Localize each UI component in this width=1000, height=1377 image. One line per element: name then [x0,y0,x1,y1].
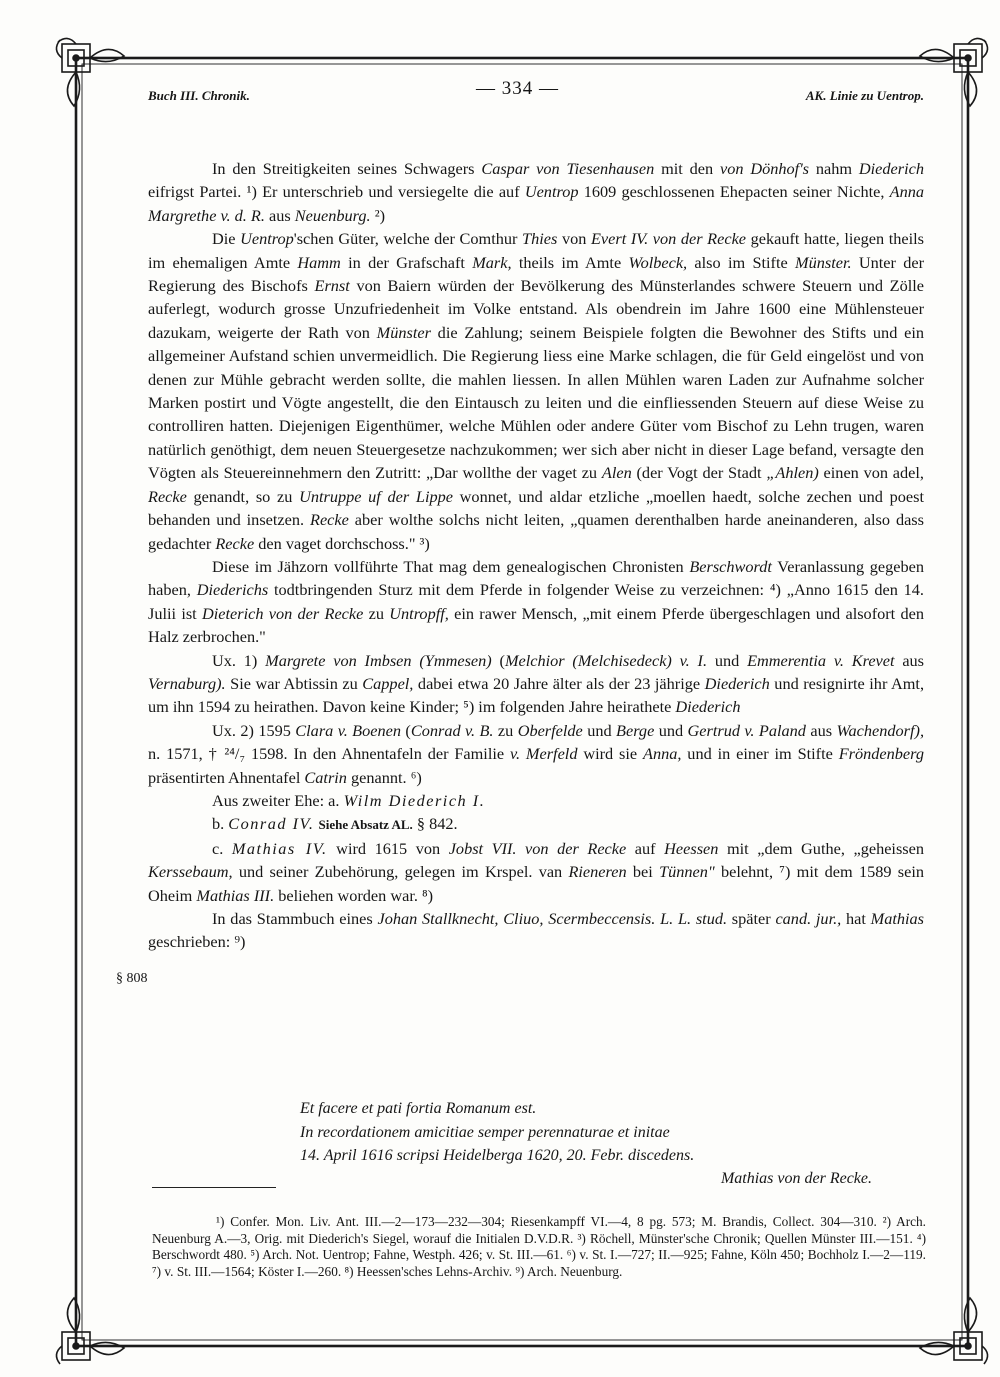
text-run: einen von adel, [818,463,924,483]
text-run: und resignirte ihr Amt, um ihn 1594 zu heirathen. Davon keine Kinder; ⁵) im folgenden Jahre heirathete [148,673,925,717]
text-run: ( [401,720,411,740]
name-run: Uentrop [524,182,579,202]
name-run: Conrad v. B. [410,720,494,740]
name-run: Mathias [870,909,925,928]
name-run: Diederich [858,159,924,178]
name-run: Emmerentia v. Krevet [747,650,895,670]
text-run: also im Stifte [687,252,796,272]
corner-ornament-bottom-left [56,1298,124,1364]
name-run: Münster [376,322,431,342]
text-run: von Baiern würden der Bevölkerung des Münsterlandes schwere Steuern und Zölle auferlegt, wodurch grosse Unzufriedenheit im Volke entstand. Als obendrein im Jahre 1600 eine Mühlensteuer dazukam, weigerte der Rath von [148,276,925,342]
name-run: Evert IV. von der Recke [590,229,747,249]
name-run: Wolbeck, [628,252,688,272]
paragraph-7 [148,812,924,836]
header-left: Buch III. Chronik. [148,88,250,103]
text-run: aus [264,205,295,225]
text-run: 1609 geschlossenen Ehepacten seiner Nichte, [578,182,890,202]
name-run: Alen [601,463,632,483]
text-run: In das Stammbuch eines [212,909,378,928]
name-run: Anna, [643,744,682,764]
name-run: Hamm [297,252,341,272]
text-run: belehnt, ⁷) mit dem 1589 sein Oheim [148,862,924,905]
paragraph-5 [148,719,924,789]
name-run: Untruppe uf der Lippe [299,486,453,506]
paragraph-2 [148,227,924,555]
corner-ornament-top-left [56,38,124,106]
text-run: aber wolthe solchs nicht leiten, „quamen derenthalben harde aneinanderen, also dass gedachter [148,510,924,553]
text-run: Veranlassung gegeben haben, [148,556,924,600]
paragraph-1 [148,157,924,227]
footnote-text: ¹) Confer. Mon. Liv. Ant. III.—2—173—232—304; Riesenkampff VI.—4, 8 pg. 573; M. Brandis, Collect. 304—310. ²) Arch. Neuenburg A.—3, Orig. mit Diederich's Siegel, worauf die Initialen D.V.D.R. ³) Röchell, Münster'sche Chronik; Quellen Münster III.—151. ⁴) Berschwordt 480. ⁵) Arch. Not. Uentrop; Fahne, Westph. 426; v. St. III.—61. ⁶) v. St. I.—727; II.—925; Fahne, Köln 450; Bochholz I.—2—119. ⁷) v. St. III.—1564; Köster I.—260. ⁸) Heessen'sches Lehns-Archiv. ⁹) Arch. Neuenburg. [152,1214,926,1279]
text-run: beliehen worden war. ⁸) [274,885,434,905]
text-run: nahm [809,159,859,178]
text-run: ein rawer Mensch, „mit einem Pferde übergeschlagen und alsofort den Halz zerbrochen." [148,603,924,647]
text-run: und [654,720,688,740]
name-run: Mathias IV. [231,838,328,858]
name-run: Neuenburg. [294,205,371,225]
text-run: geschrieben: ⁹) [148,932,246,952]
text-run: gekauft hatte, liegen theils im ehemaligen Amte [148,229,925,272]
text-run: theils im Amte [511,252,629,272]
page-number: — 334 — [476,78,559,99]
text-run: Diese im Jähzorn vollführte That mag dem genealogischen Chronisten [212,556,690,576]
text-run: später [727,909,776,928]
paragraph-4 [148,649,924,719]
paragraph-9 [148,907,924,954]
quote-line: 14. April 1616 scripsi Heidelberga 1620, 20. Febr. discedens. [300,1147,695,1164]
cross-reference: Siehe Absatz AL. [318,817,413,833]
name-run: Oberfelde [517,720,583,740]
text-run: ( [491,650,505,670]
main-text [148,157,924,954]
name-run: Vernaburg). [148,673,226,693]
text-run: Ux. 1) [212,650,266,670]
latin-quotation [300,1097,694,1168]
name-run: Münster. [795,252,852,272]
name-run: Recke [148,486,187,506]
paragraph-6 [148,789,924,812]
name-run: Uentrop [240,229,294,249]
text-run: präsentirten Ahnentafel [148,767,305,787]
text-run: Sie war Abtissin zu [225,673,363,693]
name-run: Rieneren [568,862,627,882]
text-run: zu [363,603,390,623]
name-run: cand. jur., [775,909,842,928]
name-run: Ernst [314,276,350,296]
name-run: Cappel, [362,673,414,693]
name-run: Johan Stallknecht, Cliuo, Scermbeccensis. L. L. stud. [377,909,728,928]
text-run: Ux. 2) 1595 [212,720,296,740]
name-run: „Ahlen) [766,463,819,483]
text-run: genannt. ⁶) [346,767,422,787]
name-run: v. Merfeld [509,744,578,764]
header-right: AK. Linie zu Uentrop. [805,88,924,103]
name-run: Caspar von Tiesenhausen [481,159,655,178]
running-head [148,78,924,104]
text-run: hat [841,909,871,928]
name-run: Recke [215,533,255,553]
text-run: bei [626,862,660,882]
quote-line: Et facere et pati fortia Romanum est. [300,1100,537,1117]
text-run: in der Grafschaft [340,252,473,272]
text-run: § 842. [412,814,458,834]
text-run: In den Streitigkeiten seines Schwagers [212,159,482,178]
name-run: Berschwordt [689,556,772,576]
text-run: wird 1615 von [327,838,449,858]
text-run: n. 1571, † ²⁴/₇ 1598. In den Ahnentafeln der Familie [148,744,510,764]
name-run: Mark, [472,252,512,272]
text-run: (der Vogt der Stadt [631,463,767,483]
paragraph-8 [148,837,924,907]
text-run: dabei etwa 20 Jahre älter als der 23 jährige [413,673,705,693]
text-run: Die [212,229,241,249]
name-run: Heessen [664,838,719,858]
text-run: und [582,720,617,740]
name-run: Recke [310,510,349,530]
name-run: Anna Margrethe v. d. R. [148,182,924,225]
text-run: und in einer im Stifte [681,744,839,764]
name-run: Berge [616,720,655,740]
name-run: Tünnen" [659,862,715,882]
name-run: Clara v. Boenen [295,720,402,740]
text-run: und seiner Zubehörung, gelegen im Krspel. van [232,862,569,882]
text-run: aus [894,650,925,670]
text-run: den vaget dorchschoss." ³) [254,533,430,553]
footnote-divider [152,1187,276,1188]
text-run: und [707,650,748,670]
name-run: Margrete von Imbsen (Ymmesen) [265,650,492,670]
text-run: aus [805,720,837,740]
text-run: auf [626,838,665,858]
margin-section-reference: § 808 [116,971,148,986]
text-run: mit „dem Guthe, „geheissen [718,838,924,858]
footnotes [152,1214,926,1280]
text-run: von [557,229,591,249]
text-run: b. [212,814,229,834]
paragraph-3 [148,555,924,649]
text-run: mit den [654,159,720,178]
name-run: Conrad IV. [228,814,315,834]
text-run: c. [212,838,232,858]
quote-line: In recordationem amicitiae semper perennaturae et initae [300,1123,670,1141]
name-run: Thies [522,229,558,249]
name-run: Diederich [704,673,770,693]
name-run: Melchior (Melchisedeck) v. I. [504,650,708,670]
quote-signature: Mathias von der Recke. [720,1170,872,1187]
name-run: Gertrud v. Paland [687,720,806,740]
name-run: Fröndenberg [838,744,925,764]
text-run: eifrigst Partei. ¹) Er unterschrieb und versiegelte die auf [148,182,525,202]
name-run: von Dönhof's [720,159,810,178]
name-run: Untropff, [389,603,449,623]
name-run: Wilm Diederich I. [343,790,486,810]
text-run: zu [493,720,518,740]
text-run: Unter der Regierung des Bischofs [148,252,925,296]
name-run: Wachendorf), [836,720,925,740]
name-run: Catrin [304,767,347,787]
text-run: genandt, so zu [186,486,300,506]
name-run: Jobst VII. von der Recke [448,838,627,858]
name-run: Mathias III. [196,885,275,905]
text-run: wird sie [577,744,643,764]
text-run: ²) [370,205,385,225]
corner-ornament-top-right [920,38,988,106]
text-run: 'schen Güter, welche der Comthur [293,229,523,249]
text-run: die Zahlung; seinem Beispiele folgten die Bewohner des Stifts und ein allgemeiner Aufstand schien unvermeidlich. Die Regierung liess eine Marke schlagen, die für Geld eingelöst und von denen zur Mühle gebracht werden sollte, die mahlen liessen. In allen Mühlen waren Laden zur Aufnahme solcher Marken postirt und Vögte angestellt, die den Eintausch zu leiten und die einfliessenden Steuern auf diese Weise zu controlliren hatten. Diejenigen Eigenthümer, welche Mühlen oder andere Güter vom Bischof zu Lehn trugen, waren natürlich genöthigt, dem neuen Steuergesetze nachzukommen; wer sich aber nicht in dieser Lage befand, versagte den Vögten als Steuereinnehmern den Zutritt: „Dar wollthe der vaget zu [148,322,924,483]
corner-ornament-bottom-right [920,1298,988,1364]
text-run: wonnet, und aldar etzliche „moellen haedt, solche zechen und poest behanden und insetzen. [148,486,924,530]
name-run: Diederichs [196,580,269,600]
text-run: Aus zweiter Ehe: a. [212,790,344,810]
text-run: todtbringenden Sturz mit dem Pferde in folgender Weise zu verzeichnen: ⁴) „Anno 1615 den 14. Julii ist [148,580,924,623]
name-run: Dieterich von der Recke [201,603,364,623]
name-run: Kerssebaum, [148,862,233,882]
name-run: Diederich [675,697,741,717]
